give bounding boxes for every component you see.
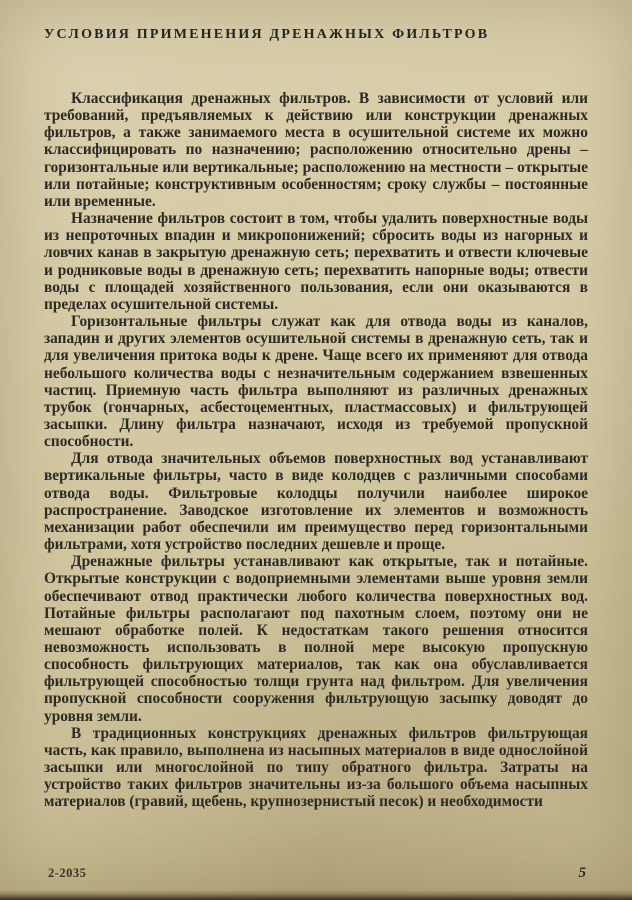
page-footer (0, 865, 632, 882)
page-edge-shadow (0, 890, 632, 900)
page-number: 5 (578, 865, 586, 881)
paragraph: В традиционных конструкциях дренажных фильтров фильтрующая часть, как правило, выполнена из насыпных материалов в виде однослойной засыпки или многослойной по типу обратного фильтра. Затраты на устройство таких фильтров значительны из-за большого объема насыпных материалов (гравий, щебень, крупнозернистый песок) и необходимости (44, 724, 588, 811)
paragraph: Дренажные фильтры устанавливают как открытые, так и потайные. Открытые конструкции с водоприемными элементами выше уровня земли обеспечивают отвод практически любого количества поверхностных вод. Потайные фильтры располагают под пахотным слоем, поэтому они не мешают обработке полей. К недостаткам такого решения относится невозможность использовать в полной мере высокую пропускную способность фильтрующих материалов, так как она обуславливается фильтрующей способностью толщи грунта над фильтром. Для увеличения пропускной способности сооружения фильтрующую засыпку доводят до уровня земли. (44, 553, 588, 725)
paragraph: Назначение фильтров состоит в том, чтобы удалить поверхностные воды из непроточных впадин и микропонижений; сбросить воды из нагорных и ловчих канав в закрытую дренажную сеть; перехватить и отвести ключевые и родниковые воды в дренажную сеть; перехватить напорные воды; отвести воды с площадей хозяйственного пользования, если они оказываются в пределах осушительной системы. (44, 210, 588, 313)
paragraph: Для отвода значительных объемов поверхностных вод устанавливают вертикальные фильтры, часто в виде колодцев с различными способами отвода воды. Фильтровые колодцы получили наиболее широкое распространение. Заводское изготовление их элементов и возможность механизации работ обеспечили им преимущество перед горизонтальными фильтрами, хотя устройство последних дешевле и проще. (44, 450, 588, 554)
paragraph: Классификация дренажных фильтров. В зависимости от условий или требований, предъявляемых к действию или конструкции дренажных фильтров, а также занимаемого места в осушительной системе их можно классифицировать по назначению; расположению относительно дрены – горизонтальные или вертикальные; расположению на местности – открытые или потайные; конструктивным особенностям; сроку службы – постоянные или временные. (44, 90, 588, 210)
page-title: УСЛОВИЯ ПРИМЕНЕНИЯ ДРЕНАЖНЫХ ФИЛЬТРОВ (44, 27, 490, 42)
page-body-text (44, 90, 588, 811)
print-signature: 2-2035 (48, 866, 87, 880)
paragraph: Горизонтальные фильтры служат как для отвода воды из каналов, западин и других элементов осушительной системы в дренажную сеть, так и для увеличения притока воды к дрене. Чаще всего их применяют для отвода небольшого количества воды с незначительным содержанием взвешенных частиц. Приемную часть фильтра выполняют из различных дренажных трубок (гончарных, асбестоцементных, пластмассовых) и фильтрующей засыпки. Длину фильтра назначают, исходя из требуемой пропускной способности. (44, 313, 588, 451)
